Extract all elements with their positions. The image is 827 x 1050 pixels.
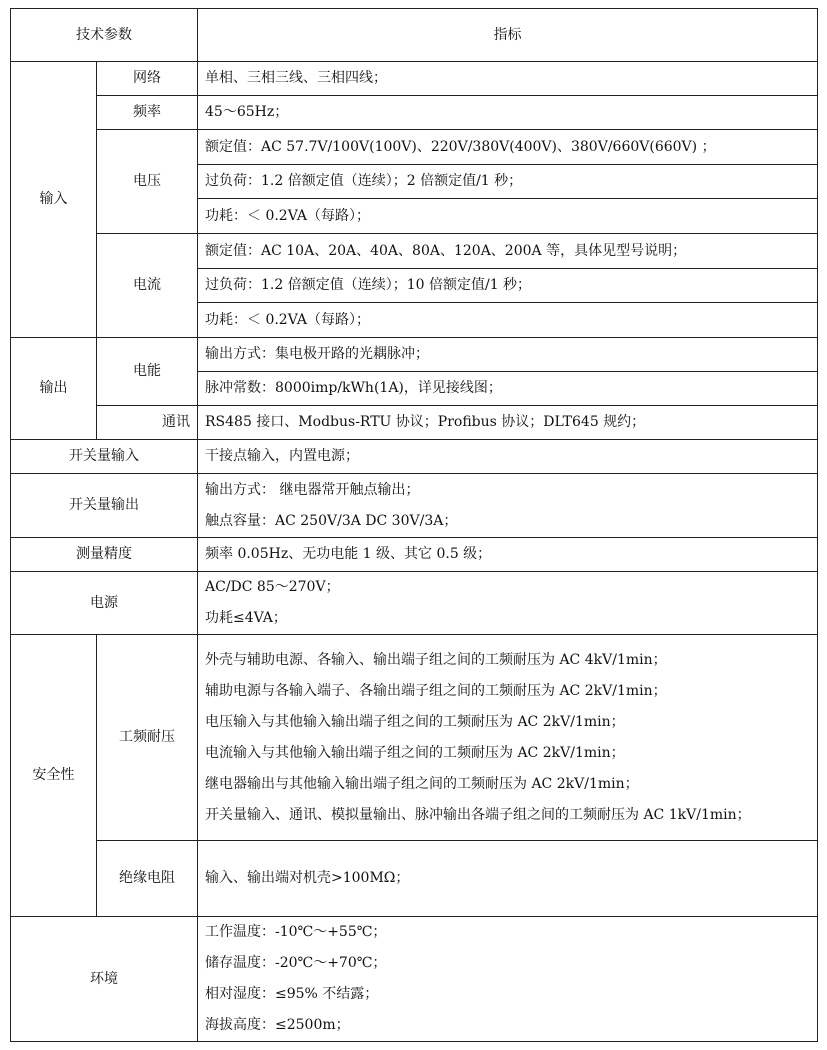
input-frequency-row [11,96,818,130]
network-value: 单相、三相三线、三相四线； [198,62,818,96]
accuracy-value: 频率 0.05Hz、无功电能 1 级、其它 0.5 级； [198,538,818,572]
switch-output-values [198,474,818,538]
header-param: 技术参数 [11,9,198,62]
frequency-value: 45～65Hz； [198,96,818,130]
frequency-label: 频率 [97,96,198,130]
insulation-label: 绝缘电阻 [97,841,198,917]
power-supply-values [198,572,818,635]
environment-line: 工作温度：-10℃～+55℃； [205,924,387,940]
network-label: 网络 [97,62,198,96]
input-label: 输入 [11,62,97,338]
power-supply-label: 电源 [11,572,198,635]
withstand-label: 工频耐压 [97,635,198,841]
safety-label: 安全性 [11,635,97,917]
accuracy-row [11,538,818,572]
environment-line: 储存温度：-20℃～+70℃； [205,955,387,971]
withstand-line: 辅助电源与各输入端子、各输出端子组之间的工频耐压为 AC 2kV/1min； [205,682,667,699]
comm-label: 通讯 [97,406,198,440]
header-row [11,9,818,62]
current-overload: 过负荷：1.2 倍额定值（连续）；10 倍额定值/1 秒； [198,269,818,303]
energy-mode: 输出方式：集电极开路的光耦脉冲； [198,338,818,372]
header-spec: 指标 [198,9,818,62]
switch-output-row [11,474,818,538]
power-supply-consumption: 功耗≤4VA； [205,610,287,626]
voltage-label: 电压 [97,130,198,234]
switch-input-label: 开关量输入 [11,440,198,474]
output-comm-row [11,406,818,440]
energy-label: 电能 [97,338,198,406]
safety-insulation-row [11,841,818,917]
withstand-values [198,635,818,841]
withstand-line: 电压输入与其他输入输出端子组之间的工频耐压为 AC 2kV/1min； [205,713,625,730]
voltage-power: 功耗：＜ 0.2VA（每路）； [198,199,818,234]
withstand-line: 电流输入与其他输入输出端子组之间的工频耐压为 AC 2kV/1min； [205,744,625,761]
current-rated-row [11,234,818,269]
switch-input-row [11,440,818,474]
comm-value: RS485 接口、Modbus-RTU 协议；Profibus 协议；DLT645 规约； [198,406,818,440]
environment-values [198,917,818,1042]
switch-output-capacity: 触点容量：AC 250V/3A DC 30V/3A； [205,512,458,529]
environment-row [11,917,818,1042]
insulation-value: 输入、输出端对机壳>100MΩ； [198,841,818,917]
switch-output-mode: 输出方式： 继电器常开触点输出； [205,481,420,498]
output-label: 输出 [11,338,97,440]
accuracy-label: 测量精度 [11,538,198,572]
withstand-line: 外壳与辅助电源、各输入、输出端子组之间的工频耐压为 AC 4kV/1min； [205,651,667,668]
power-supply-range: AC/DC 85～270V； [205,579,340,595]
energy-constant: 脉冲常数：8000imp/kWh(1A)，详见接线图； [198,372,818,406]
environment-line: 海拔高度：≤2500m； [205,1017,350,1033]
input-network-row [11,62,818,96]
withstand-line: 开关量输入、通讯、模拟量输出、脉冲输出各端子组之间的工频耐压为 AC 1kV/1min； [205,806,751,823]
switch-output-label: 开关量输出 [11,474,198,538]
spec-table [10,8,818,1042]
environment-label: 环境 [11,917,198,1042]
spec-document [10,8,817,1042]
voltage-overload: 过负荷：1.2 倍额定值（连续）；2 倍额定值/1 秒； [198,165,818,199]
current-power: 功耗：＜ 0.2VA（每路）； [198,303,818,338]
power-supply-row [11,572,818,635]
voltage-rated-row [11,130,818,165]
switch-input-value: 干接点输入，内置电源； [198,440,818,474]
voltage-rated: 额定值：AC 57.7V/100V(100V)、220V/380V(400V)、380V/660V(660V) ； [198,130,818,165]
current-rated: 额定值：AC 10A、20A、40A、80A、120A、200A 等，具体见型号说明； [198,234,818,269]
safety-withstand-row [11,635,818,841]
current-label: 电流 [97,234,198,338]
withstand-line: 继电器输出与其他输入输出端子组之间的工频耐压为 AC 2kV/1min； [205,775,639,792]
environment-line: 相对湿度：≤95% 不结露； [205,986,379,1002]
output-energy-mode-row [11,338,818,372]
